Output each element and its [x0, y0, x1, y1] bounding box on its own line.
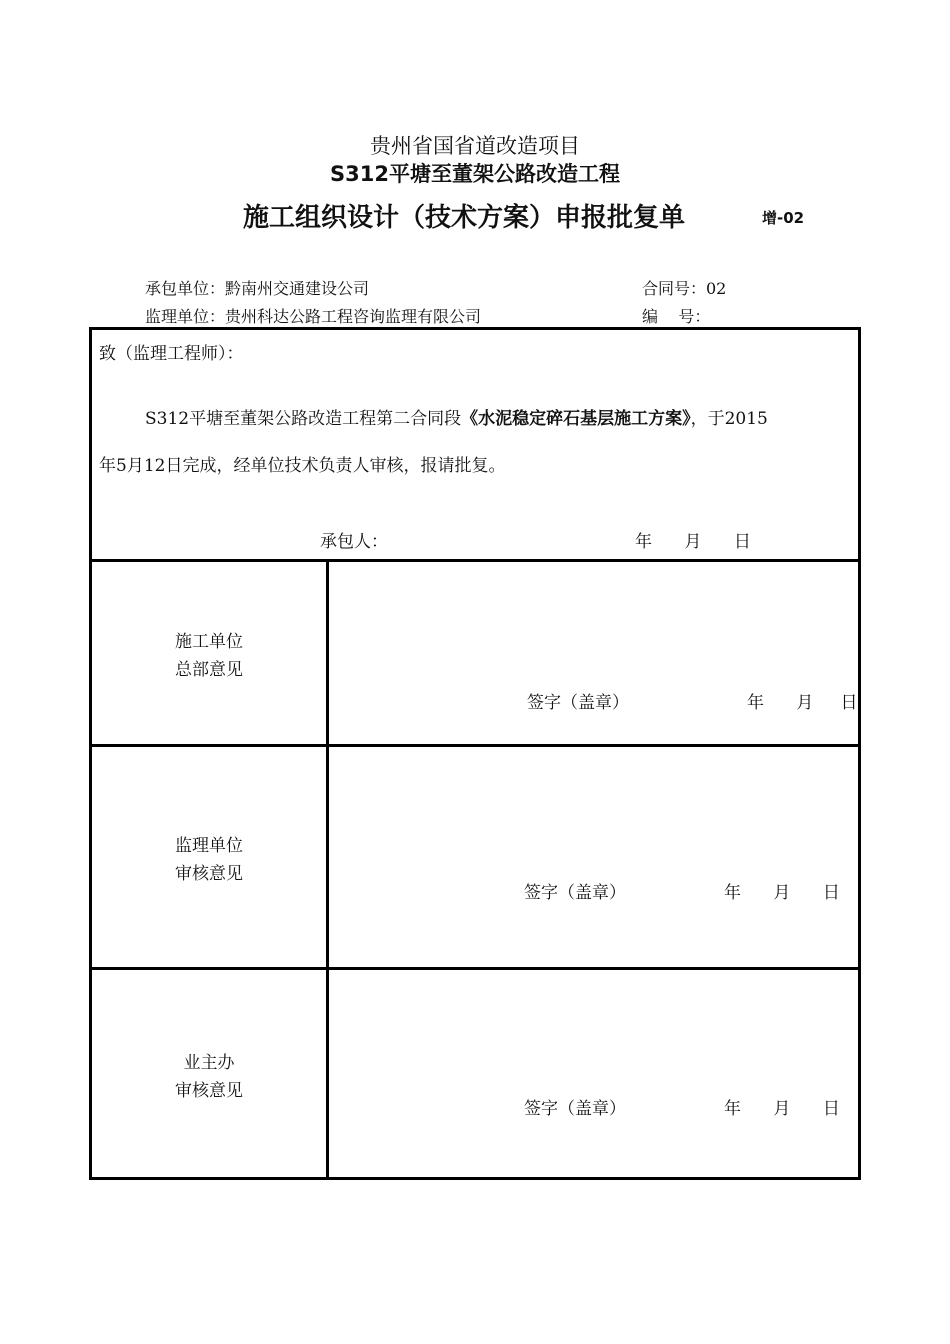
- signature-label: 签字（盖章）: [524, 1099, 626, 1119]
- section-label-supervision: [89, 832, 329, 888]
- request-text-start: S312平塘至董架公路改造工程第二合同段: [145, 409, 462, 429]
- section-label-line: 审核意见: [175, 864, 243, 884]
- serial-number: 编 号：: [642, 307, 711, 326]
- form-code: 增-02: [762, 209, 805, 227]
- table-divider: [89, 744, 861, 747]
- section-label-construction: [89, 628, 329, 684]
- contractor-signer: 承包人：: [320, 532, 388, 552]
- contract-number: 合同号：02: [642, 279, 727, 298]
- signature-label: 签字（盖章）: [524, 883, 626, 903]
- signature-date: 年 月 日: [747, 693, 858, 713]
- table-divider: [89, 967, 861, 970]
- section-label-line: 施工单位: [175, 632, 243, 652]
- form-title: 施工组织设计（技术方案）申报批复单: [243, 203, 686, 233]
- signature-date: 年 月 日: [724, 1099, 840, 1119]
- section-label-line: 监理单位: [175, 836, 243, 856]
- request-date: 年 月 日: [635, 532, 751, 552]
- addressee: 致（监理工程师）：: [99, 344, 244, 364]
- section-label-line: 总部意见: [175, 660, 243, 680]
- section-label-owner: [89, 1049, 329, 1105]
- request-text-line1: [145, 404, 768, 429]
- supervisor-line: 监理单位：贵州科达公路工程咨询监理有限公司: [145, 307, 482, 326]
- request-text-line2: 年5月12日完成，经单位技术负责人审核，报请批复。: [99, 456, 506, 476]
- signature-date: 年 月 日: [724, 883, 840, 903]
- table-divider: [89, 559, 861, 562]
- contractor-line: 承包单位：黔南州交通建设公司: [145, 279, 370, 298]
- project-name: 贵州省国省道改造项目: [370, 134, 580, 158]
- plan-name: 《水泥稳定碎石基层施工方案》: [461, 409, 691, 429]
- section-label-line: 业主办: [183, 1053, 235, 1073]
- section-label-line: 审核意见: [175, 1081, 243, 1101]
- signature-label: 签字（盖章）: [527, 693, 629, 713]
- request-text-end: ，于2015: [690, 409, 768, 429]
- project-subtitle: S312平塘至董架公路改造工程: [330, 162, 620, 186]
